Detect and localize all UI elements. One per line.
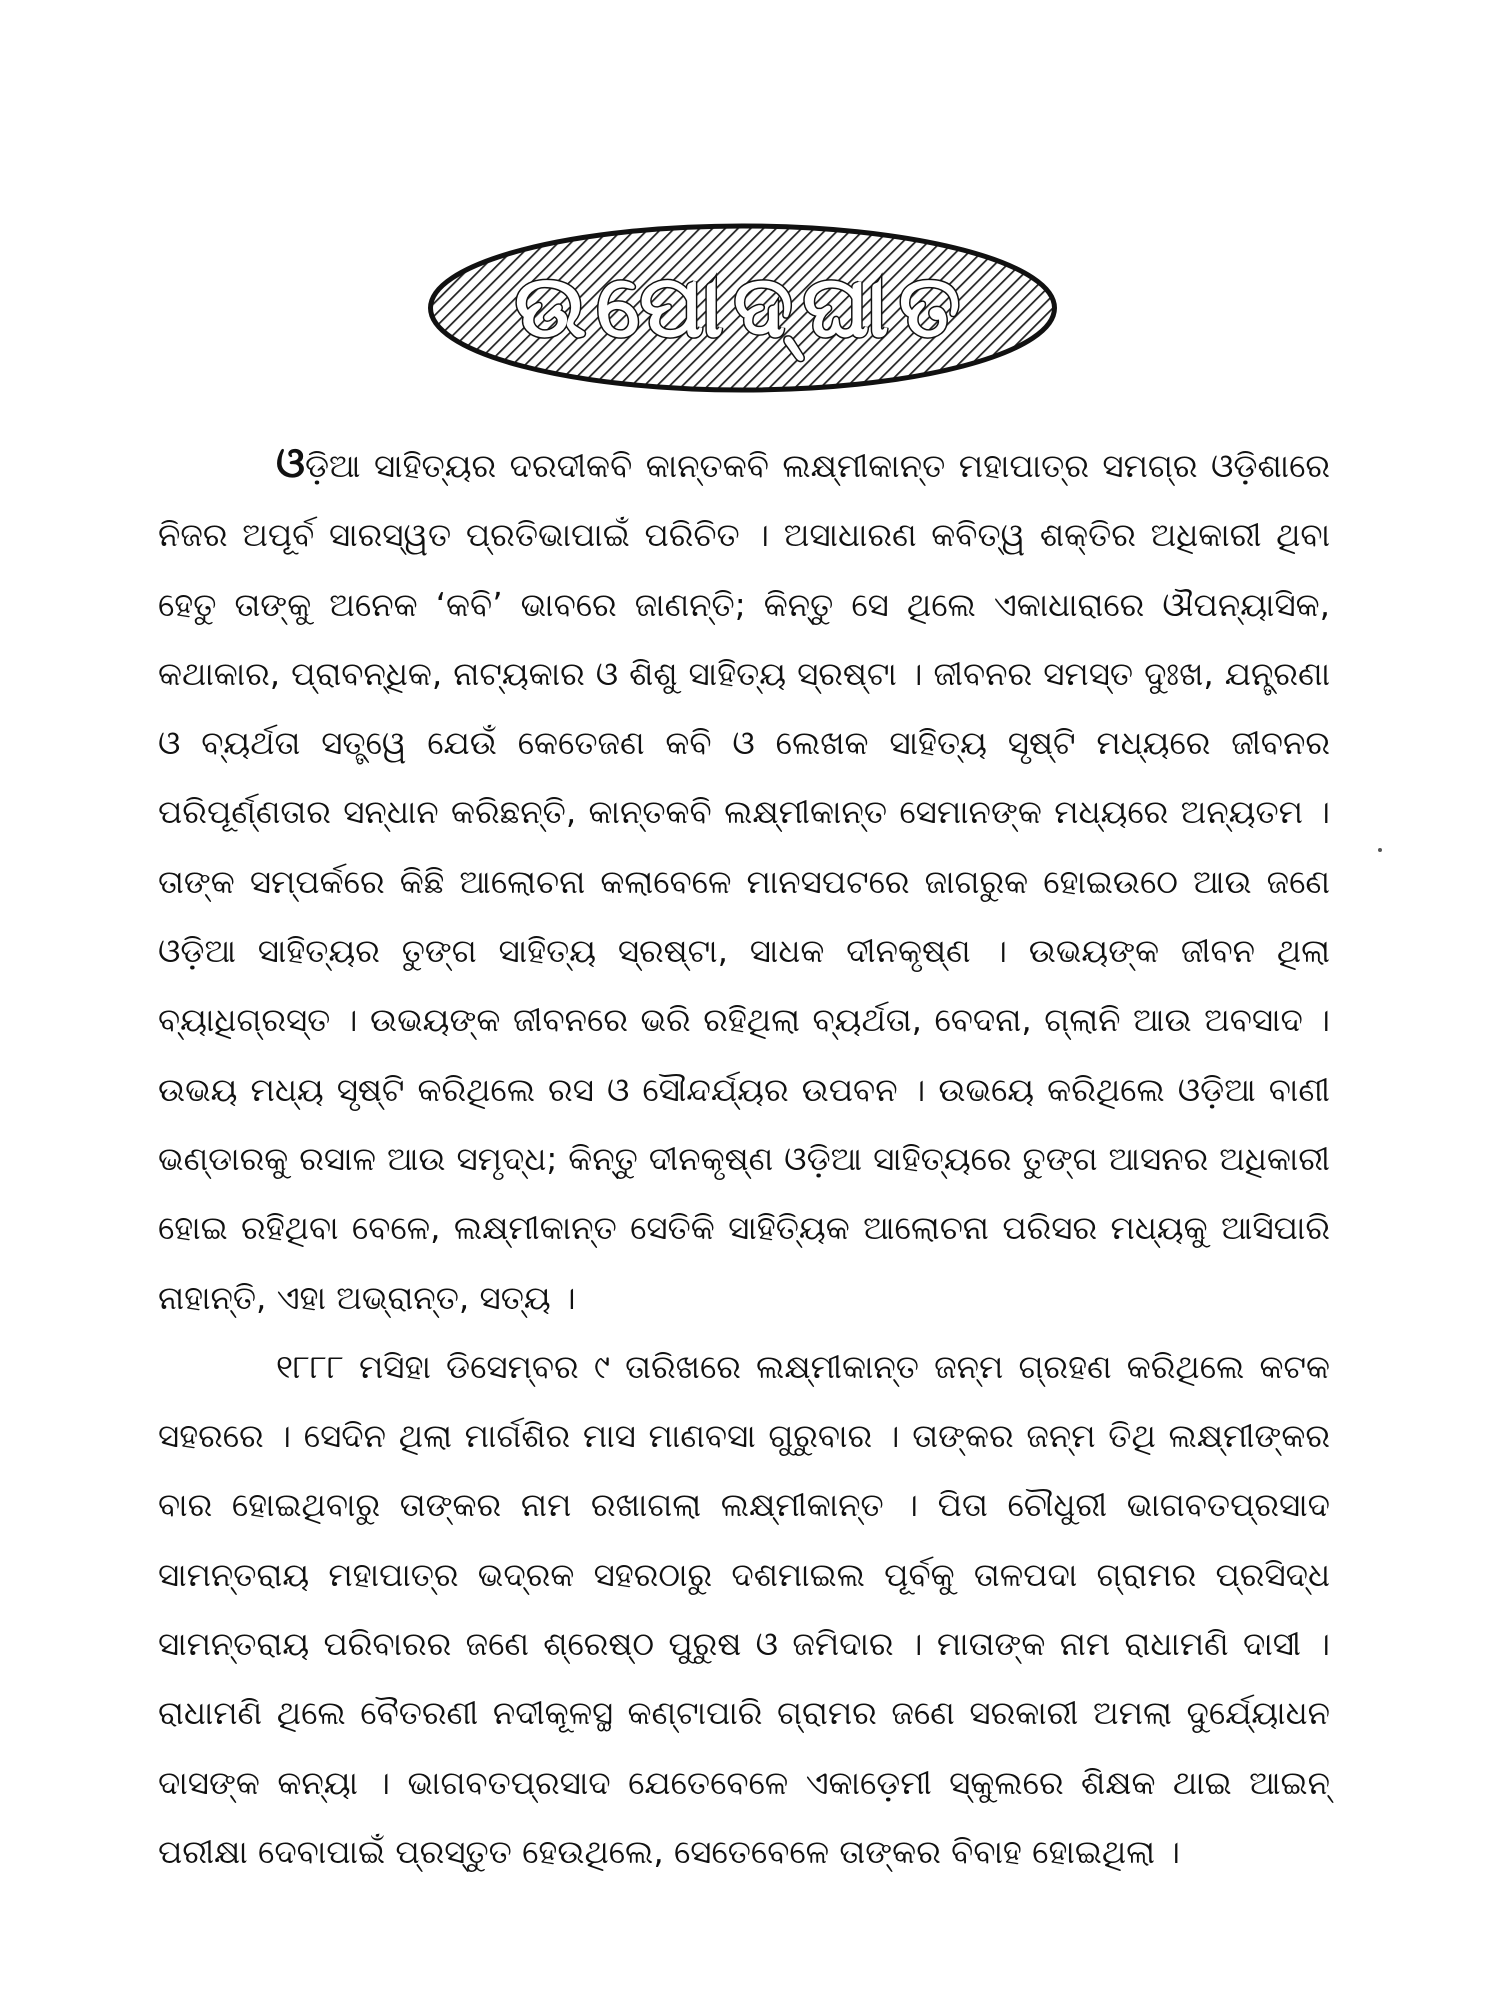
document-body	[158, 428, 1330, 1887]
paragraph	[158, 428, 1330, 1333]
drop-cap: ଓ	[276, 438, 305, 487]
scan-speck	[1378, 848, 1382, 852]
paragraph-text: ୧୮୮୮ ମସିହା ଡିସେମ୍ବର ୯ ତାରିଖରେ ଲକ୍ଷ୍ମୀକାନ୍ତ ଜନ୍ମ ଗ୍ରହଣ କରିଥିଲେ କଟକ ସହରରେ । ସେଦିନ ଥିଲା ମାର୍ଗଶିର ମାସ ମାଣବସା ଗୁରୁବାର । ତାଙ୍କର ଜନ୍ମ ତିଥି ଲକ୍ଷ୍ମୀଙ୍କର ବାର ହୋଇଥିବାରୁ ତାଙ୍କର ନାମ ରଖାଗଲା ଲକ୍ଷ୍ମୀକାନ୍ତ । ପିତା ଚୌଧୁରୀ ଭାଗବତପ୍ରସାଦ ସାମନ୍ତରାୟ ମହାପାତ୍ର ଭଦ୍ରକ ସହରଠାରୁ ଦଶମାଇଲ ପୂର୍ବକୁ ତାଳପଦା ଗ୍ରାମର ପ୍ରସିଦ୍ଧ ସାମନ୍ତରାୟ ପରିବାରର ଜଣେ ଶ୍ରେଷ୍ଠ ପୁରୁଷ ଓ ଜମିଦାର । ମାତାଙ୍କ ନାମ ରାଧାମଣି ଦାସୀ । ରାଧାମଣି ଥିଲେ ବୈତରଣୀ ନଦୀକୂଳସ୍ଥ କଣ୍ଟାପାରି ଗ୍ରାମର ଜଣେ ସରକାରୀ ଅମଲା ଦୁର୍ଯ୍ୟୋଧନ ଦାସଙ୍କ କନ୍ୟା । ଭାଗବତପ୍ରସାଦ ଯେତେବେଳେ ଏକାଡ଼େମୀ ସ୍କୁଲରେ ଶିକ୍ଷକ ଥାଇ ଆଇନ୍ ପରୀକ୍ଷା ଦେବାପାଇଁ ପ୍ରସ୍ତୁତ ହେଉଥିଲେ, ସେତେବେଳେ ତାଙ୍କର ବିବାହ ହୋଇଥିଲା ।	[158, 1347, 1330, 1871]
paragraph-text: ଡ଼ିଆ ସାହିତ୍ୟର ଦରଦୀକବି କାନ୍ତକବି ଲକ୍ଷ୍ମୀକାନ୍ତ ମହାପାତ୍ର ସମଗ୍ର ଓଡ଼ିଶାରେ ନିଜର ଅପୂର୍ବ ସାରସ୍ୱତ ପ୍ରତିଭାପାଇଁ ପରିଚିତ । ଅସାଧାରଣ କବିତ୍ୱ ଶକ୍ତିର ଅଧିକାରୀ ଥିବା ହେତୁ ତାଙ୍କୁ ଅନେକ ‘କବି’ ଭାବରେ ଜାଣନ୍ତି; କିନ୍ତୁ ସେ ଥିଲେ ଏକାଧାରାରେ ଔପନ୍ୟାସିକ, କଥାକାର, ପ୍ରାବନ୍ଧିକ, ନାଟ୍ୟକାର ଓ ଶିଶୁ ସାହିତ୍ୟ ସ୍ରଷ୍ଟା । ଜୀବନର ସମସ୍ତ ଦୁଃଖ, ଯନ୍ତ୍ରଣା ଓ ବ୍ୟର୍ଥତା ସତ୍ତ୍ୱେ ଯେଉଁ କେତେଜଣ କବି ଓ ଲେଖକ ସାହିତ୍ୟ ସୃଷ୍ଟି ମଧ୍ୟରେ ଜୀବନର ପରିପୂର୍ଣ୍ଣତାର ସନ୍ଧାନ କରିଛନ୍ତି, କାନ୍ତକବି ଲକ୍ଷ୍ମୀକାନ୍ତ ସେମାନଙ୍କ ମଧ୍ୟରେ ଅନ୍ୟତମ । ତାଙ୍କ ସମ୍ପର୍କରେ କିଛି ଆଲୋଚନା କଲାବେଳେ ମାନସପଟରେ ଜାଗରୁକ ହୋଇଉଠେ ଆଉ ଜଣେ ଓଡ଼ିଆ ସାହିତ୍ୟର ତୁଙ୍ଗ ସାହିତ୍ୟ ସ୍ରଷ୍ଟା, ସାଧକ ଦୀନକୃଷ୍ଣ । ଉଭୟଙ୍କ ଜୀବନ ଥିଲା ବ୍ୟାଧିଗ୍ରସ୍ତ । ଉଭୟଙ୍କ ଜୀବନରେ ଭରି ରହିଥିଲା ବ୍ୟର୍ଥତା, ବେଦନା, ଗ୍ଲାନି ଆଉ ଅବସାଦ । ଉଭୟ ମଧ୍ୟ ସୃଷ୍ଟି କରିଥିଲେ ରସ ଓ ସୌନ୍ଦର୍ଯ୍ୟର ଉପବନ । ଉଭୟେ କରିଥିଲେ ଓଡ଼ିଆ ବାଣୀ ଭଣ୍ଡାରକୁ ରସାଳ ଆଉ ସମୃଦ୍ଧ; କିନ୍ତୁ ଦୀନକୃଷ୍ଣ ଓଡ଼ିଆ ସାହିତ୍ୟରେ ତୁଙ୍ଗ ଆସନର ଅଧିକାରୀ ହୋଇ ରହିଥିବା ବେଳେ, ଲକ୍ଷ୍ମୀକାନ୍ତ ସେତିକି ସାହିତ୍ୟିକ ଆଲୋଚନା ପରିସର ମଧ୍ୟକୁ ଆସିପାରି ନାହାନ୍ତି, ଏହା ଅଭ୍ରାନ୍ତ, ସତ୍ୟ ।	[158, 447, 1330, 1317]
paragraph	[158, 1333, 1330, 1887]
heading-banner	[425, 222, 1060, 394]
page-title: ଉପୋଦ୍‌ଘାତ	[514, 257, 971, 357]
